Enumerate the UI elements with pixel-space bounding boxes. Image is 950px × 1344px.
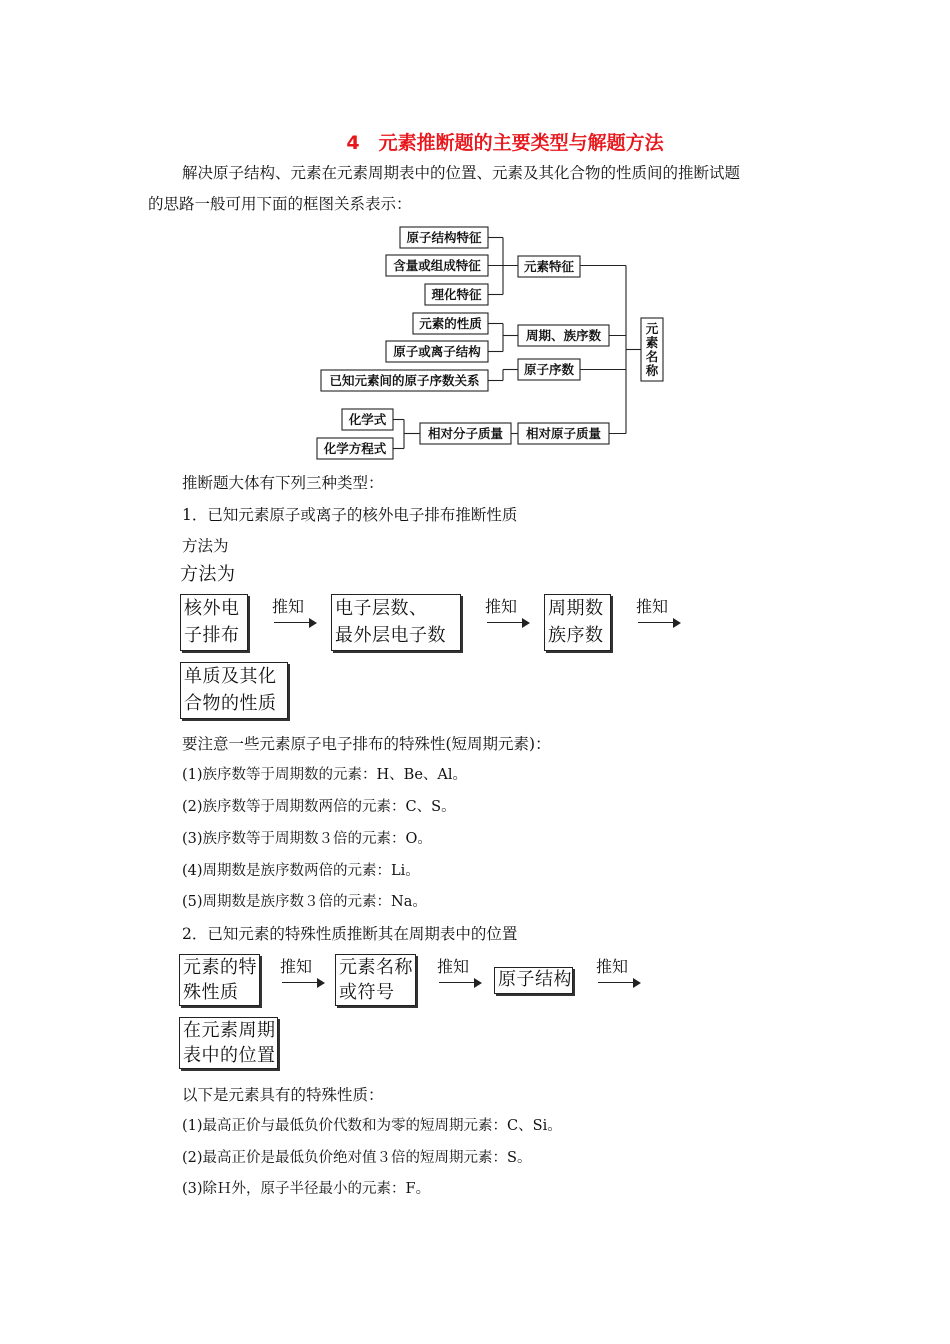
type1-item-2: (2)族序数等于周期数两倍的元素：C、S。: [182, 799, 456, 815]
diagram-box-molecular-mass: 相对分子质量: [427, 426, 504, 441]
flow1-box-properties-text: 单质及其化 合物的性质: [184, 666, 277, 714]
type2-item-1: (1)最高正价与最低负价代数和为零的短周期元素：C、Si。: [182, 1118, 562, 1134]
flow1-arrow-1: [272, 598, 318, 632]
diagram-box-chemical-equation: 化学方程式: [323, 441, 387, 456]
flow2-box-atomic-structure: [494, 967, 573, 994]
diagram-box-atomic-number-relation: 已知元素间的原子序数关系: [329, 373, 480, 388]
type2-note: 以下是元素具有的特殊性质：: [182, 1086, 384, 1104]
type1-method-label-large: 方法为: [180, 564, 236, 585]
diagram-box-atomic-mass: 相对原子质量: [525, 426, 602, 441]
flow2-box-position-text: 在元素周期 表中的位置: [183, 1020, 276, 1066]
flow2-arrow-2: [437, 958, 483, 992]
flow1-arrow-1-label: 推知: [272, 597, 305, 616]
types-intro: 推断题大体有下列三种类型：: [182, 474, 384, 492]
flow1-box-properties: [180, 662, 288, 719]
flow2-arrow-3: [596, 958, 642, 992]
type1-item-3: (3)族序数等于周期数３倍的元素：O。: [182, 831, 432, 847]
flow1-box-period-group-text: 周期数 族序数: [548, 598, 604, 646]
page-title: 4 元素推断题的主要类型与解题方法: [346, 132, 664, 154]
type2-item-2: (2)最高正价是最低负价绝对值３倍的短周期元素：S。: [182, 1150, 532, 1166]
intro-line-1: 解决原子结构、元素在元素周期表中的位置、元素及其化合物的性质间的推断试题: [182, 164, 741, 182]
type1-note: 要注意一些元素原子电子排布的特殊性(短周期元素)：: [182, 735, 551, 753]
flow1-arrow-2: [485, 598, 531, 632]
flow1-arrow-3: [636, 598, 682, 632]
diagram-box-atomic-structure: 原子结构特征: [406, 230, 482, 245]
type1-method-label: 方法为: [182, 537, 229, 555]
flow1-arrow-3-label: 推知: [636, 597, 669, 616]
diagram-box-element-feature: 元素特征: [523, 259, 575, 274]
diagram-box-content: 含量或组成特征: [393, 258, 481, 273]
type2-heading: 2．已知元素的特殊性质推断其在周期表中的位置: [182, 925, 518, 943]
flow1-box-shell-count-text: 电子层数、 最外层电子数: [335, 598, 446, 646]
flow2-arrow-3-label: 推知: [596, 957, 629, 976]
flow1-arrow-2-label: 推知: [485, 597, 518, 616]
flow1-box-period-group: [544, 594, 611, 651]
flow1-box-electron-config: [180, 594, 248, 651]
diagram-box-element-property: 元素的性质: [419, 316, 482, 331]
flow1-box-electron-config-text: 核外电 子排布: [184, 598, 240, 646]
flow2-box-atomic-structure-text: 原子结构: [498, 969, 572, 990]
type1-item-5: (5)周期数是族序数３倍的元素：Na。: [182, 894, 427, 910]
flow2-box-position: [179, 1017, 278, 1069]
diagram-box-atomic-number: 原子序数: [523, 362, 575, 377]
flow2-box-special-property-text: 元素的特 殊性质: [183, 957, 257, 1003]
diagram-box-atom-ion-structure: 原子或离子结构: [393, 344, 481, 359]
flow2-arrow-1-label: 推知: [280, 957, 313, 976]
diagram-box-period-group: 周期、族序数: [525, 328, 602, 343]
diagram-box-chemical-formula: 化学式: [348, 412, 387, 427]
flow1-box-shell-count: [331, 594, 461, 651]
flow2-box-name-symbol-text: 元素名称 或符号: [339, 957, 413, 1003]
flow2-arrow-2-label: 推知: [437, 957, 470, 976]
type1-item-4: (4)周期数是族序数两倍的元素：Li。: [182, 863, 420, 879]
flow2-box-name-symbol: [335, 954, 416, 1006]
flow2-box-special-property: [179, 954, 260, 1006]
type2-item-3: (3)除Ｈ外，原子半径最小的元素：F。: [182, 1181, 431, 1197]
diagram-box-element-name: 元素名称: [645, 321, 659, 378]
relationship-diagram: [310, 218, 680, 466]
flow2-arrow-1: [280, 958, 326, 992]
type1-heading: 1．已知元素原子或离子的核外电子排布推断性质: [182, 506, 518, 524]
intro-line-2: 的思路一般可用下面的框图关系表示：: [148, 195, 412, 213]
diagram-box-physchem: 理化特征: [431, 287, 482, 302]
type1-item-1: (1)族序数等于周期数的元素：H、Be、Al。: [182, 767, 468, 783]
